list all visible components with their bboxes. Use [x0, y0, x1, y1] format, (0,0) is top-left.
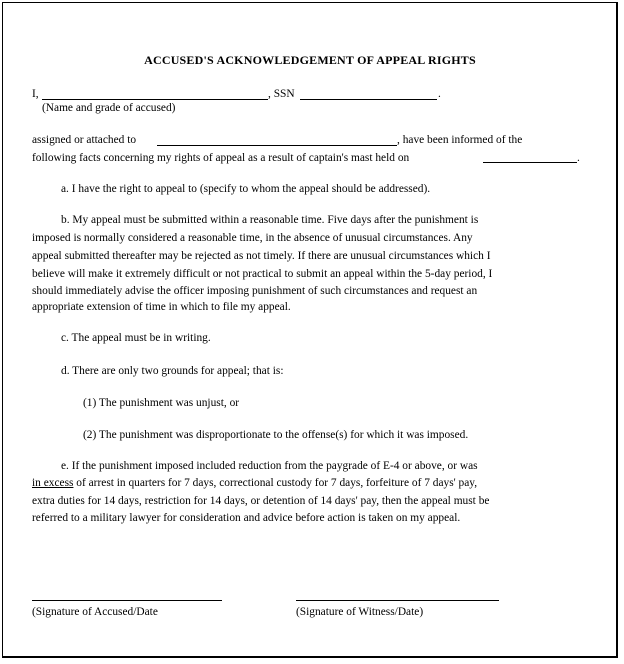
paragraph-e-line: e. If the punishment imposed included reduction from the paygrade of E-4 or above, or was — [61, 460, 478, 472]
paragraph-b-line: imposed is normally considered a reasonable time, in the absence of unusual circumstances. Any — [32, 232, 473, 244]
paragraph-d1: (1) The punishment was unjust, or — [83, 397, 240, 409]
paragraph-b-line: believe will make it extremely difficult or not practical to submit an appeal within the 5-day period, I — [32, 268, 493, 280]
paragraph-d2: (2) The punishment was disproportionate to the offense(s) for which it was imposed. — [83, 429, 469, 441]
witness-signature-field[interactable] — [296, 600, 499, 601]
mast-date-field[interactable] — [483, 162, 577, 163]
name-grade-caption: (Name and grade of accused) — [42, 102, 176, 114]
informed-label: , have been informed of the — [397, 134, 523, 146]
accused-signature-field[interactable] — [32, 600, 222, 601]
unit-field[interactable] — [157, 145, 397, 146]
paragraph-e-line: extra duties for 14 days, restriction for 14 days, or detention of 14 days' pay, then the appeal must be — [32, 495, 490, 507]
mast-text: following facts concerning my rights of appeal as a result of captain's mast held on — [32, 152, 410, 164]
paragraph-c: c. The appeal must be in writing. — [61, 332, 211, 344]
paragraph-b-line: should immediately advise the officer imposing punishment of such circumstances and request an — [32, 285, 478, 297]
name-grade-field[interactable] — [42, 99, 268, 100]
paragraph-d: d. There are only two grounds for appeal; that is: — [61, 365, 284, 377]
witness-signature-caption: (Signature of Witness/Date) — [296, 606, 424, 618]
paragraph-b-line: b. My appeal must be submitted within a reasonable time. Five days after the punishment is — [61, 214, 479, 226]
paragraph-e-line: referred to a military lawyer for consideration and advice before action is taken on my appeal. — [32, 512, 461, 524]
ssn-label: , SSN — [268, 88, 295, 100]
i-label: I, — [32, 88, 39, 100]
paragraph-a: a. I have the right to appeal to (specify to whom the appeal should be addressed). — [61, 183, 431, 195]
accused-signature-caption: (Signature of Accused/Date — [32, 606, 158, 618]
paragraph-e-line — [32, 476, 477, 490]
ssn-period: . — [438, 88, 441, 100]
paragraph-b-line: appeal submitted thereafter may be rejected as not timely. If there are unusual circumstances which I — [32, 250, 491, 262]
in-excess-underlined: in excess — [32, 477, 74, 489]
assigned-label: assigned or attached to — [32, 134, 137, 146]
document-title: ACCUSED'S ACKNOWLEDGEMENT OF APPEAL RIGHTS — [144, 53, 476, 67]
mast-period: . — [577, 152, 580, 164]
paragraph-e-line2-rest: of arrest in quarters for 7 days, correctional custody for 7 days, forfeiture of 7 days' pay, — [73, 477, 478, 489]
paragraph-b-line: appropriate extension of time in which to file my appeal. — [32, 301, 291, 313]
ssn-field[interactable] — [300, 99, 437, 100]
